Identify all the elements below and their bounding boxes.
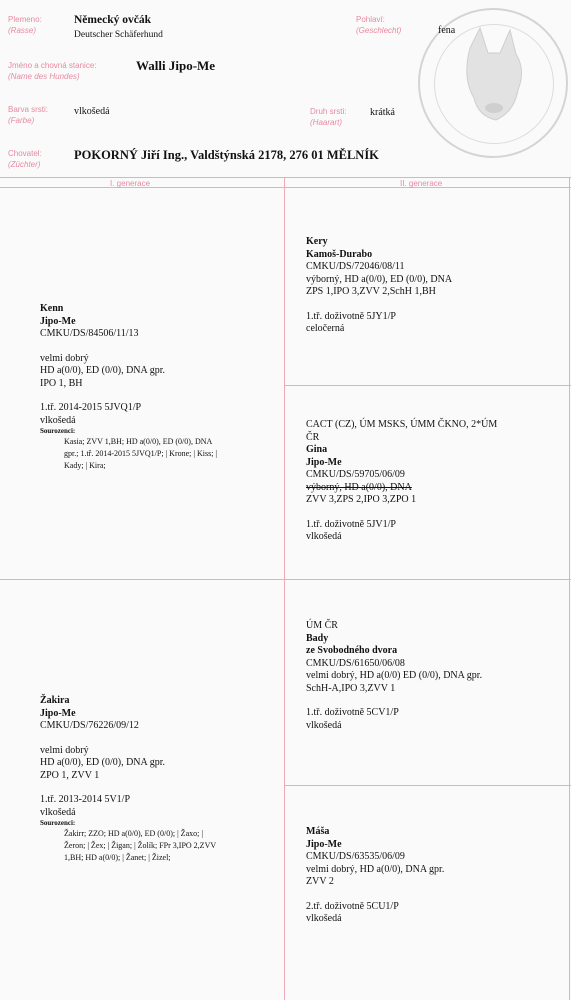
generation-divider xyxy=(284,177,285,1000)
dam-reg: CMKU/DS/76226/09/12 xyxy=(40,720,139,731)
dam-siblings-label: Sourozenci: xyxy=(40,819,76,827)
dam-dam-color: vlkošedá xyxy=(306,913,342,924)
dam-name: Žakira xyxy=(40,695,70,706)
breeder-value: POKORNÝ Jiří Ing., Valdštýnská 2178, 276 01 MĚLNÍK xyxy=(74,148,379,162)
name-label: Jméno a chovná stanice: (Name des Hundes) xyxy=(8,61,97,81)
dam-sire-rating: velmi dobrý, HD a(0/0) ED (0/0), DNA gpr. xyxy=(306,670,483,681)
hair-label: Druh srsti: (Haarart) xyxy=(310,107,347,127)
sire-block xyxy=(40,303,280,472)
sire-dam-titles: CACT (CZ), ÚM MSKS, ÚMM ČKNO, 2*ÚM xyxy=(306,419,498,430)
sire-dam-block xyxy=(306,419,564,544)
sire-breed-class: 1.tř. 2014-2015 5JVQ1/P xyxy=(40,402,142,413)
sire-sire-block xyxy=(306,236,564,336)
dog-name: Walli Jipo-Me xyxy=(136,58,216,73)
dam-health: HD a(0/0), ED (0/0), DNA gpr. xyxy=(40,757,165,768)
sire-dam-name: Gina xyxy=(306,444,328,455)
sire-dam-titles-2: ČR xyxy=(306,431,320,443)
sire-exams: IPO 1, BH xyxy=(40,377,83,389)
gen2-header: II. generace xyxy=(400,179,443,188)
sire-dam-breed-class: 1.tř. doživotně 5JV1/P xyxy=(306,518,396,530)
sire-dam-color: vlkošedá xyxy=(306,531,342,542)
sire-siblings-label: Sourozenci: xyxy=(40,427,76,435)
dam-dam-reg: CMKU/DS/63535/06/09 xyxy=(306,851,405,862)
dam-sire-name: Bady xyxy=(306,632,329,644)
gen2-divider-1 xyxy=(284,385,571,386)
sex-label: Pohlaví: (Geschlecht) xyxy=(356,15,402,35)
dam-dam-exams: ZVV 2 xyxy=(306,876,334,887)
generation-header-divider xyxy=(0,187,571,188)
color-label: Barva srsti: (Farbe) xyxy=(8,105,49,125)
dam-sire-titles: ÚM ČR xyxy=(306,620,338,631)
sire-reg: CMKU/DS/84506/11/13 xyxy=(40,328,139,339)
dam-siblings: Žakirr; ZZO; HD a(0/0), ED (0/0); | Žaxo; | Žeron; | Žex; | Žigan; | Žolík; FPr 3,IPO 2,ZVV 1,BH; HD a(0/0); | Žanet; | Žizel; xyxy=(64,829,217,862)
breeder-label: Chovatel: (Züchter) xyxy=(8,149,42,169)
dam-sire-breed-class: 1.tř. doživotně 5CV1/P xyxy=(306,707,399,718)
sire-sire-exams: ZPS 1,IPO 3,ZVV 2,SchH 1,BH xyxy=(306,286,436,297)
dam-sire-block xyxy=(306,620,564,732)
dam-kennel: Jipo-Me xyxy=(40,707,76,719)
dam-dam-rating: velmi dobrý, HD a(0/0), DNA gpr. xyxy=(306,863,445,875)
sire-sire-reg: CMKU/DS/72046/08/11 xyxy=(306,261,405,272)
breed-de: Deutscher Schäferhund xyxy=(74,30,163,40)
sire-dam-rating: výborný, HD a(0/0), DNA xyxy=(306,481,412,493)
right-border xyxy=(569,177,570,1000)
dam-breed-class: 1.tř. 2013-2014 5V1/P xyxy=(40,794,130,805)
gen1-header: I. generace xyxy=(110,179,151,188)
gen2-divider-2 xyxy=(284,785,571,786)
sire-sire-name: Kery xyxy=(306,236,328,247)
sex-value: fena xyxy=(438,25,456,36)
color-value: vlkošedá xyxy=(74,106,110,117)
sire-sire-color: celočerná xyxy=(306,323,345,334)
sire-color: vlkošedá xyxy=(40,414,76,426)
dam-sire-color: vlkošedá xyxy=(306,719,342,731)
sire-kennel: Jipo-Me xyxy=(40,315,76,327)
breed-label: Plemeno: (Rasse) xyxy=(8,15,42,35)
dam-rating: velmi dobrý xyxy=(40,744,89,756)
dam-color: vlkošedá xyxy=(40,806,76,818)
sire-sire-breed-class: 1.tř. doživotně 5JY1/P xyxy=(306,310,396,322)
dam-dam-block xyxy=(306,826,564,926)
dam-sire-kennel: ze Svobodného dvora xyxy=(306,645,398,656)
sire-sire-rating: výborný, HD a(0/0), ED (0/0), DNA xyxy=(306,273,453,285)
sire-dam-exams: ZVV 3,ZPS 2,IPO 3,ZPO 1 xyxy=(306,494,417,505)
dam-dam-kennel: Jipo-Me xyxy=(306,838,342,850)
header-divider xyxy=(0,177,571,178)
breed-cz: Německý ovčák xyxy=(74,14,151,26)
dam-sire-exams: SchH-A,IPO 3,ZVV 1 xyxy=(306,682,396,694)
dam-exams: ZPO 1, ZVV 1 xyxy=(40,769,100,781)
sire-health: HD a(0/0), ED (0/0), DNA gpr. xyxy=(40,365,165,376)
sire-siblings: Kasia; ZVV 1,BH; HD a(0/0), ED (0/0), DNA gpr.; 1.tř. 2014-2015 5JVQ1/P; | Krone; | Kiss; | Kady; | Kira; xyxy=(64,437,218,470)
sire-dam-kennel: Jipo-Me xyxy=(306,456,342,468)
dam-dam-name: Máša xyxy=(306,826,330,837)
sire-sire-kennel: Kamoš-Durabo xyxy=(306,248,373,260)
sire-rating: velmi dobrý xyxy=(40,352,89,364)
sire-name: Kenn xyxy=(40,303,64,314)
sire-dam-reg: CMKU/DS/59705/06/09 xyxy=(306,469,405,480)
gen1-divider xyxy=(0,579,571,580)
dam-dam-breed-class: 2.tř. doživotně 5CU1/P xyxy=(306,900,399,912)
hair-value: krátká xyxy=(370,107,395,118)
dam-sire-reg: CMKU/DS/61650/06/08 xyxy=(306,657,405,669)
dam-block xyxy=(40,695,280,864)
